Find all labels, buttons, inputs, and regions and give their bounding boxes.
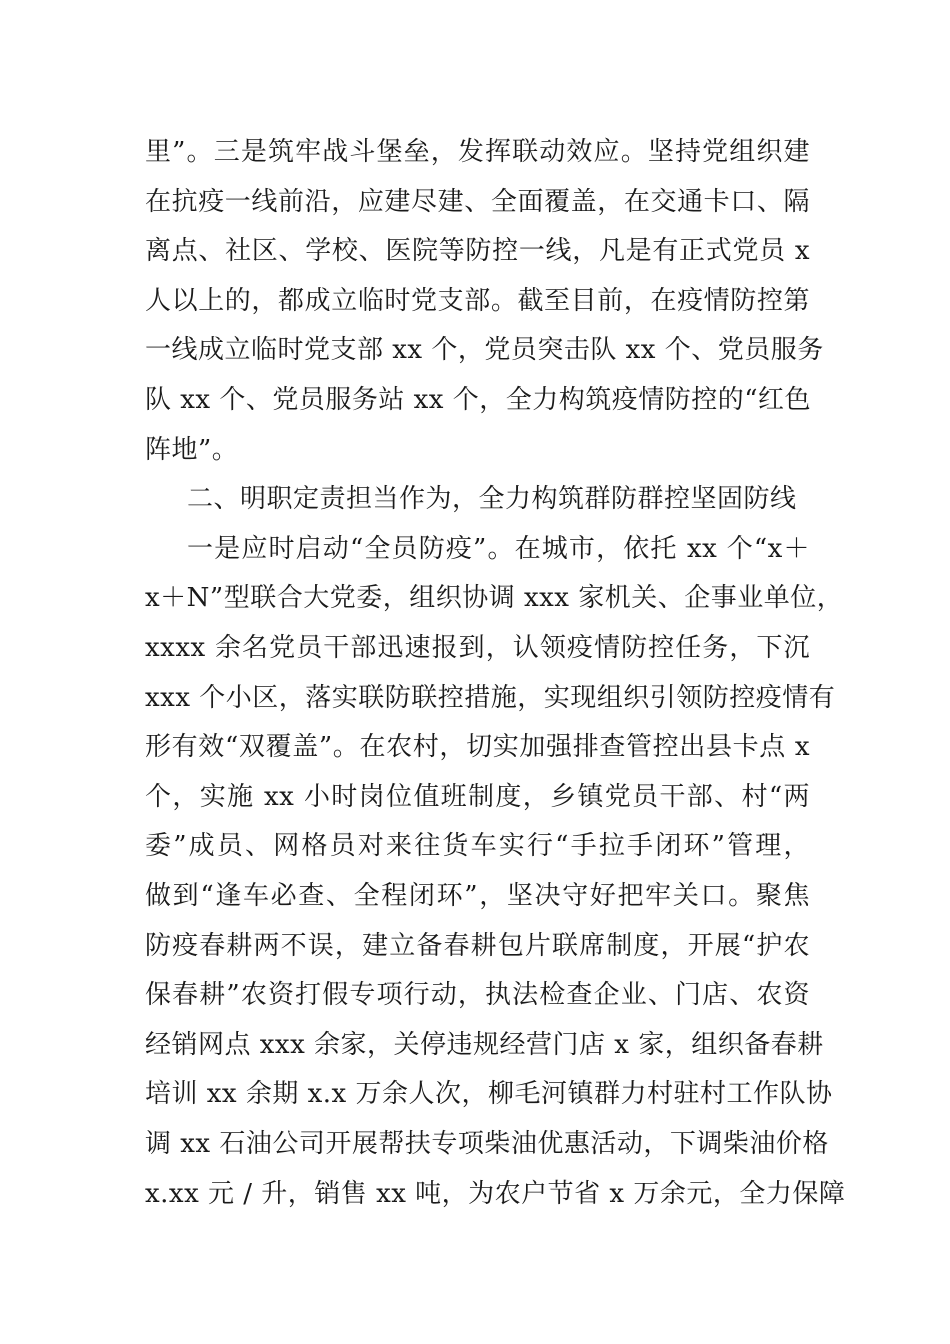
text-line: 个，实施 xx 小时岗位值班制度，乡镇党员干部、村“两 [145, 782, 810, 812]
text-line: 经销网点 xxx 余家，关停违规经营门店 x 家，组织备春耕 [145, 1030, 824, 1060]
text-line: 人以上的，都成立临时党支部。截至目前，在疫情防控第 [145, 286, 810, 316]
text-line: 做到“逢车必查、全程闭环”，坚决守好把牢关口。聚焦 [145, 881, 810, 911]
text-line: 里”。三是筑牢战斗堡垒，发挥联动效应。坚持党组织建 [145, 137, 810, 167]
text-line: 一线成立临时党支部 xx 个，党员突击队 xx 个、党员服务 [145, 335, 824, 365]
text-line: 离点、社区、学校、医院等防控一线，凡是有正式党员 x [145, 236, 810, 266]
text-line: 阵地”。 [145, 435, 239, 465]
text-line: 培训 xx 余期 x.x 万余人次，柳毛河镇群力村驻村工作队协 [145, 1079, 833, 1109]
text-line: xxxx 余名党员干部迅速报到，认领疫情防控任务，下沉 [145, 633, 810, 663]
text-line: xxx 个小区，落实联防联控措施，实现组织引领防控疫情有 [145, 683, 836, 713]
text-line: 调 xx 石油公司开展帮扶专项柴油优惠活动，下调柴油价格 [145, 1129, 829, 1159]
text-line: 一是应时启动“全员防疫”。在城市，依托 xx 个“x＋ [187, 534, 810, 564]
text-line: 防疫春耕两不误，建立备春耕包片联席制度，开展“护农 [145, 931, 810, 961]
text-line: 委”成员、网格员对来往货车实行“手拉手闭环”管理， [145, 831, 810, 861]
text-line: 二、明职定责担当作为，全力构筑群防群控坚固防线 [187, 484, 797, 514]
text-line: 队 xx 个、党员服务站 xx 个，全力构筑疫情防控的“红色 [145, 385, 812, 415]
text-line: x.xx 元 / 升，销售 xx 吨，为农户节省 x 万余元，全力保障 [145, 1179, 846, 1209]
text-line: x＋N”型联合大党委，组织协调 xxx 家机关、企事业单位， [145, 583, 844, 613]
text-line: 保春耕”农资打假专项行动，执法检查企业、门店、农资 [145, 980, 810, 1010]
text-line: 形有效“双覆盖”。在农村，切实加强排查管控出县卡点 x [145, 732, 810, 762]
text-line: 在抗疫一线前沿，应建尽建、全面覆盖，在交通卡口、隔 [145, 187, 810, 217]
